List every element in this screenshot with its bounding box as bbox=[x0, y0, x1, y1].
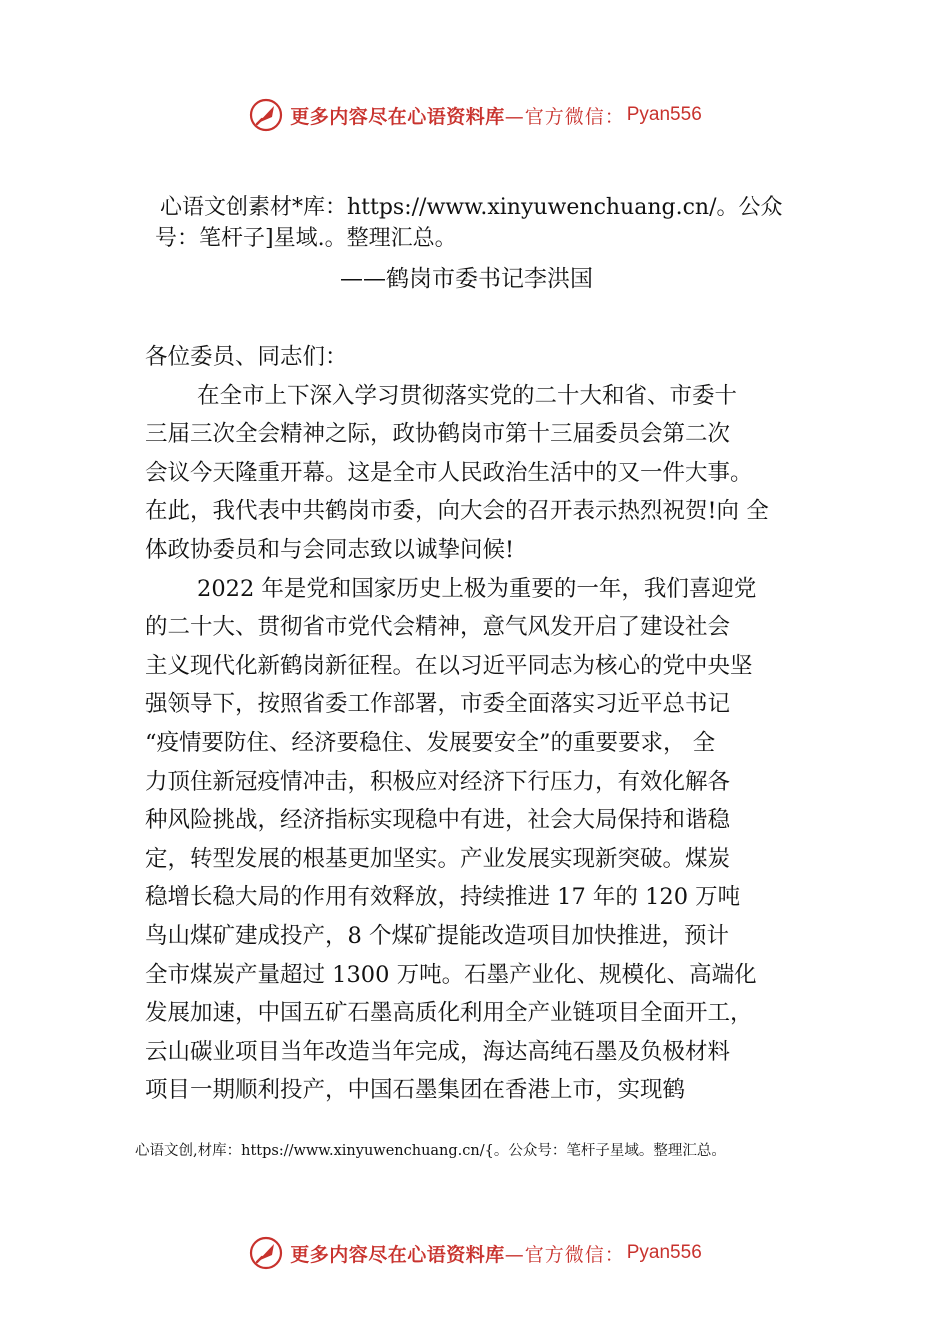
paragraph-line: 强领导下，按照省委工作部署，市委全面落实习近平总书记 bbox=[145, 691, 731, 718]
source-line bbox=[155, 192, 850, 254]
paragraph-line: 在此，我代表中共鹤岗市委，向大会的召开表示热烈祝贺!向 全 bbox=[145, 498, 769, 525]
paragraph-line: 全市煤炭产量超过 1300 万吨。石墨产业化、规模化、高端化 bbox=[145, 961, 757, 988]
paragraph-line: “疫情要防住、经济要稳住、发展要安全”的重要要求， 全 bbox=[145, 729, 716, 756]
paragraph-line: 的二十大、贯彻省市党代会精神，意气风发开启了建设社会 bbox=[145, 614, 731, 641]
bottom-banner bbox=[0, 1233, 950, 1273]
banner-label-suffix: —官方微信： bbox=[504, 105, 625, 128]
paragraph-line: 在全市上下深入学习贯彻落实党的二十大和省、市委十 bbox=[197, 382, 738, 409]
paragraph-line: 云山碳业项目当年改造当年完成，海达高纯石墨及负极材料 bbox=[145, 1038, 731, 1065]
byline: ——鹤岗市委书记李洪国 bbox=[340, 266, 593, 292]
paragraph-line: 定，转型发展的根基更加坚实。产业发展实现新突破。煤炭 bbox=[145, 845, 731, 872]
source-line-2: 号：笔杆子]星域.。整理汇总。 bbox=[155, 226, 457, 251]
paragraph-line: 项目一期顺利投产，中国石墨集团在香港上市，实现鹤 bbox=[145, 1077, 686, 1104]
banner-label: 更多内容尽在心语资料库 bbox=[290, 105, 505, 128]
source-line-1: 心语文创素材*库：https://www.xinyuwenchuang.cn/。公众 bbox=[160, 195, 783, 220]
paragraph-line: 三届三次全会精神之际，政协鹤岗市第十三届委员会第二次 bbox=[145, 421, 731, 448]
paragraph-line: 鸟山煤矿建成投产，8 个煤矿提能改造项目加快推进，预计 bbox=[145, 922, 729, 949]
paragraph-1 bbox=[145, 377, 835, 570]
paragraph-line: 会议今天隆重开幕。这是全市人民政治生活中的又一件大事。 bbox=[145, 459, 753, 486]
banner-label: 更多内容尽在心语资料库 bbox=[290, 1243, 505, 1266]
paragraph-line: 发展加速，中国五矿石墨高质化利用全产业链项目全面开工， bbox=[145, 1000, 753, 1027]
paragraph-line: 2022 年是党和国家历史上极为重要的一年，我们喜迎党 bbox=[197, 575, 757, 602]
banner-label-suffix: —官方微信： bbox=[504, 1243, 625, 1266]
wechat-id: Pyan556 bbox=[626, 104, 702, 125]
document-body bbox=[145, 338, 835, 1110]
quill-logo-icon bbox=[248, 97, 284, 133]
salutation: 各位委员、同志们： bbox=[145, 344, 348, 370]
paragraph-line: 稳增长稳大局的作用有效释放，持续推进 17 年的 120 万吨 bbox=[145, 884, 741, 911]
top-banner bbox=[0, 95, 950, 135]
footer-note: 心语文创,材库：https://www.xinyuwenchuang.cn/{。公众号：笔杆子星域。整理汇总。 bbox=[135, 1143, 726, 1159]
paragraph-2 bbox=[145, 570, 835, 1110]
wechat-id: Pyan556 bbox=[626, 1242, 702, 1263]
paragraph-line: 体政协委员和与会同志致以诚挚问候! bbox=[145, 536, 515, 563]
quill-logo-icon bbox=[248, 1235, 284, 1271]
paragraph-line: 力顶住新冠疫情冲击，积极应对经济下行压力，有效化解各 bbox=[145, 768, 731, 795]
paragraph-line: 种风险挑战，经济指标实现稳中有进，社会大局保持和谐稳 bbox=[145, 807, 731, 834]
paragraph-line: 主义现代化新鹤岗新征程。在以习近平同志为核心的党中央坚 bbox=[145, 652, 753, 679]
